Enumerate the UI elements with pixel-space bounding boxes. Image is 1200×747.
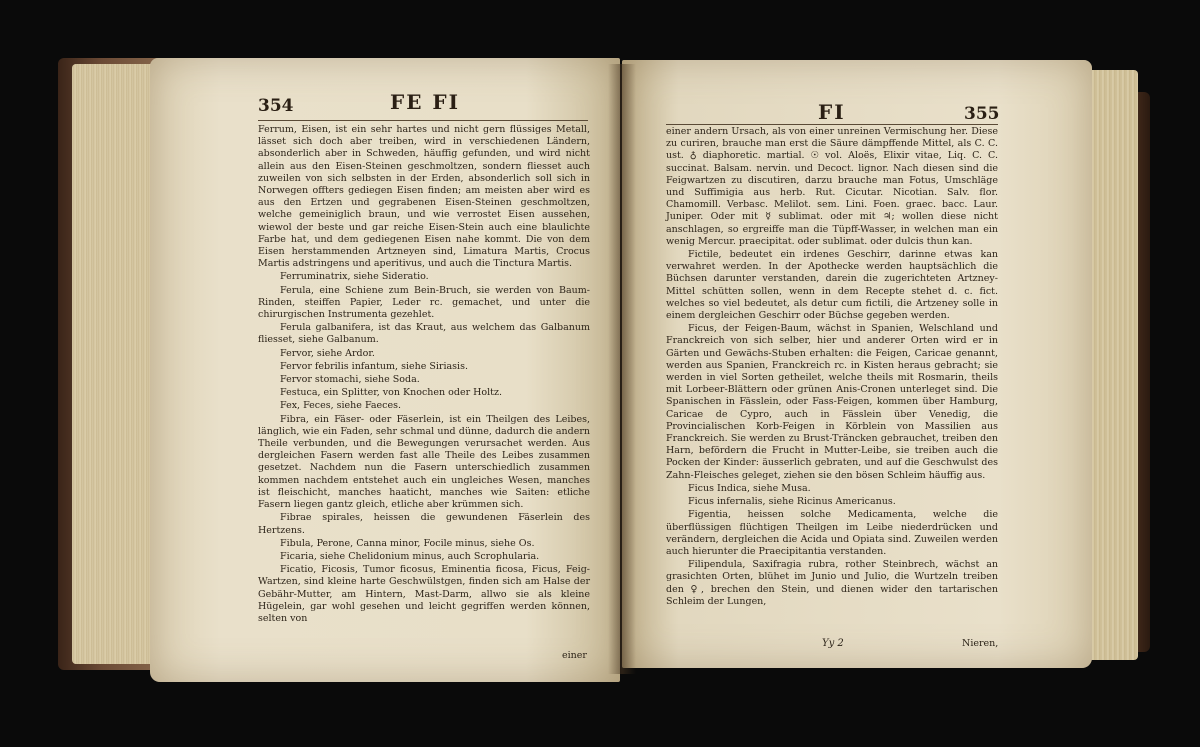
entry-fex: Fex, Feces, siehe Faeces. (280, 400, 402, 412)
catchword: einer (562, 650, 587, 661)
page-number: 355 (964, 104, 1000, 124)
entry-fibrae-spirales: Fibrae spirales, heissen die gewundenen Fäserlein des Hertzens. (258, 512, 590, 536)
head-rule (258, 120, 588, 121)
entry-ficus-indica: Ficus Indica, siehe Musa. (688, 482, 811, 494)
entry-fibra: Fibra, ein Fäser- oder Fäserlein, ist ein Theilgen des Leibes, länglich, wie ein Faden, sehr schmal und dünne, dadurch die andern Theile verbunden, und die Bewegungen verursachet werden. Aus dergleichen Fasern werden fast alle Theile des Leibes zusammen gesetzet. Nachdem nun die Fasern unterschiedlich zusammen kommen nachdem entstehet auch ein ungleiches Wesen, manches ist fleischicht, manches haaticht, manches wie Saiten: etliche Fasern liegen gantz gleich, etliche aber krümmen sich. (258, 413, 590, 511)
right-page (622, 60, 1092, 668)
entry-filipendula: Filipendula, Saxifragia rubra, rother Steinbrech, wächst an grasichten Orten, blühet im Junio und Julio, die Wurtzeln treiben den ♀, brechen den Stein, und dienen wider den tartarischen Schleim der Lungen, (666, 559, 998, 607)
entry-ficaria: Ficaria, siehe Chelidonium minus, auch Scrophularia. (280, 550, 540, 562)
page-body (258, 124, 590, 626)
entry-festuca: Festuca, ein Splitter, von Knochen oder Holtz. (280, 387, 503, 399)
entry-fibula: Fibula, Perone, Canna minor, Focile minus, siehe Os. (280, 537, 535, 549)
entry-ferula: Ferula, eine Schiene zum Bein-Bruch, sie werden von Baum-Rinden, steiffen Papier, Leder rc. gemachet, und unter die chirurgischen Instrumenta gezehlet. (258, 284, 590, 321)
entry-ferula-galbanifera: Ferula galbanifera, ist das Kraut, aus welchem das Galbanum fliesset, siehe Galbanum. (258, 322, 590, 346)
page-body (666, 126, 998, 609)
entry-fictile: Fictile, bedeutet ein irdenes Geschirr, darinne etwas kan verwahret werden. In der Apothecke werden hauptsächlich die Büchsen darunter verstanden, darein die zugerichteten Artzney-Mittel schütten sollen, wenn in dem Recepte stehet d. c. fict. welches so viel bedeutet, als detur cum fictili, die Artzeney solle in einem dergleichen Geschirr oder Büchse gegeben werden. (666, 249, 998, 322)
running-head: FI (818, 100, 846, 124)
page-edges-left (72, 64, 162, 664)
entry-ficus: Ficus, der Feigen-Baum, wächst in Spanien, Welschland und Franckreich von sich selber, hier und anderer Orten wird er in Gärten und Gewächs-Stuben erhalten: die Feigen, Caricae genannt, werden aus Spanien, Franckreich rc. in Kisten heraus gebracht; sie werden in viel Sorten getheilet, welche theils mit Rosmarin, theils mit Lorbeer-Blättern oder grünen Anis-Cronen unterleget sind. Die Spanischen in Fässlein, oder Fass-Feigen, kommen über Hamburg, Caricae de Cypro, auch in Fässlein über Venedig, die Provincialischen Korb-Feigen in Körblein von Massilien aus Franckreich. Sie werden zu Brust-Träncken gebrauchet, treiben den Harn, befördern die Frucht in Mutter-Leibe, sie treiben auch die Pocken der Kinder: äusserlich gebraten, und auf die Geschwulst des Zahn-Fleisches geleget, ziehen sie den bösen Schleim häuffig aus. (666, 323, 998, 481)
entry-figentia: Figentia, heissen solche Medicamenta, welche die überflüssigen flüchtigen Theilgen im Leibe niederdrücken und verändern, dergleichen die Acida und Opiata sind. Zuweilen werden auch hierunter die Praecipitantia verstanden. (666, 509, 998, 557)
entry-fervor: Fervor, siehe Ardor. (280, 347, 375, 359)
catchword: Nieren, (962, 638, 999, 649)
entry-ficatio: Ficatio, Ficosis, Tumor ficosus, Eminentia ficosa, Ficus, Feig-Wartzen, sind kleine harte Geschwülstgen, finden sich am Halse der Gebähr-Mutter, am Hintern, Mast-Darm, allwo sie als kleine Hügelein, gar wohl gesehen und leicht gegriffen werden können, selten von (258, 564, 590, 624)
entry-continuation: einer andern Ursach, als von einer unreinen Vermischung her. Diese zu curiren, brauche man erst die Säure dämpffende Mittel, als C. C. ust. ♁ diaphoretic. martial. ☉ vol. Aloës, Elixir vitae, Liq. C. C. succinat. Balsam. nervin. und Decoct. lignor. Nach diesen sind die Feigwartzen zu discutiren, darzu brauche man Fotus, Umschläge und Suffimigia aus herb. Rut. Cicutar. Nicotian. Salv. flor. Chamomill. Verbasc. Melilot. sem. Lini. Foen. graec. bacc. Laur. Juniper. Oder mit ☿ sublimat. oder mit ♃; wollen diese nicht anschlagen, so ergreiffe man die Tüpff-Wasser, in welchen man ein wenig Mercur. praecipitat. oder sublimat. oder dulcis thun kan. (666, 126, 998, 247)
signature-mark: Yy 2 (822, 638, 844, 649)
head-rule (666, 124, 998, 125)
left-page (150, 58, 620, 682)
page-number: 354 (258, 96, 294, 116)
entry-ferruminatrix: Ferruminatrix, siehe Sideratio. (280, 271, 429, 283)
entry-fervor-stomachi: Fervor stomachi, siehe Soda. (280, 374, 420, 386)
page-edges-right (1086, 70, 1138, 660)
entry-ferrum: Ferrum, Eisen, ist ein sehr hartes und nicht gern flüssiges Metall, lässet sich doch aber treiben, wird in verschiedenen Ländern, absonderlich aber in Schweden, häuffig gefunden, und wird nicht allein aus den Eisen-Steinen geschmoltzen, sondern fliesset auch zuweilen von sich selbsten in der Erden, absonderlich soll sich in Norwegen offters gediegen Eisen finden; am meisten aber wird es aus den Ertzen und gegrabenen Eisen-Steinen geschmoltzen, welche gemeiniglich braun, und wie verrostet Eisen aussehen, wiewol der beste und gar reiche Eisen-Stein auch eine blaulichte Farbe hat, und dem gediegenen Eisen nahe kommt. Die von dem Eisen herstammenden Artzneyen sind, Limatura Martis, Crocus Martis adstringens und aperitivus, und auch die Tinctura Martis. (258, 124, 590, 270)
entry-ficus-infernalis: Ficus infernalis, siehe Ricinus Americanus. (688, 496, 896, 508)
running-head: FE FI (390, 90, 460, 114)
entry-fervor-febrilis: Fervor febrilis infantum, siehe Siriasis. (280, 360, 468, 372)
book-gutter (608, 64, 636, 674)
